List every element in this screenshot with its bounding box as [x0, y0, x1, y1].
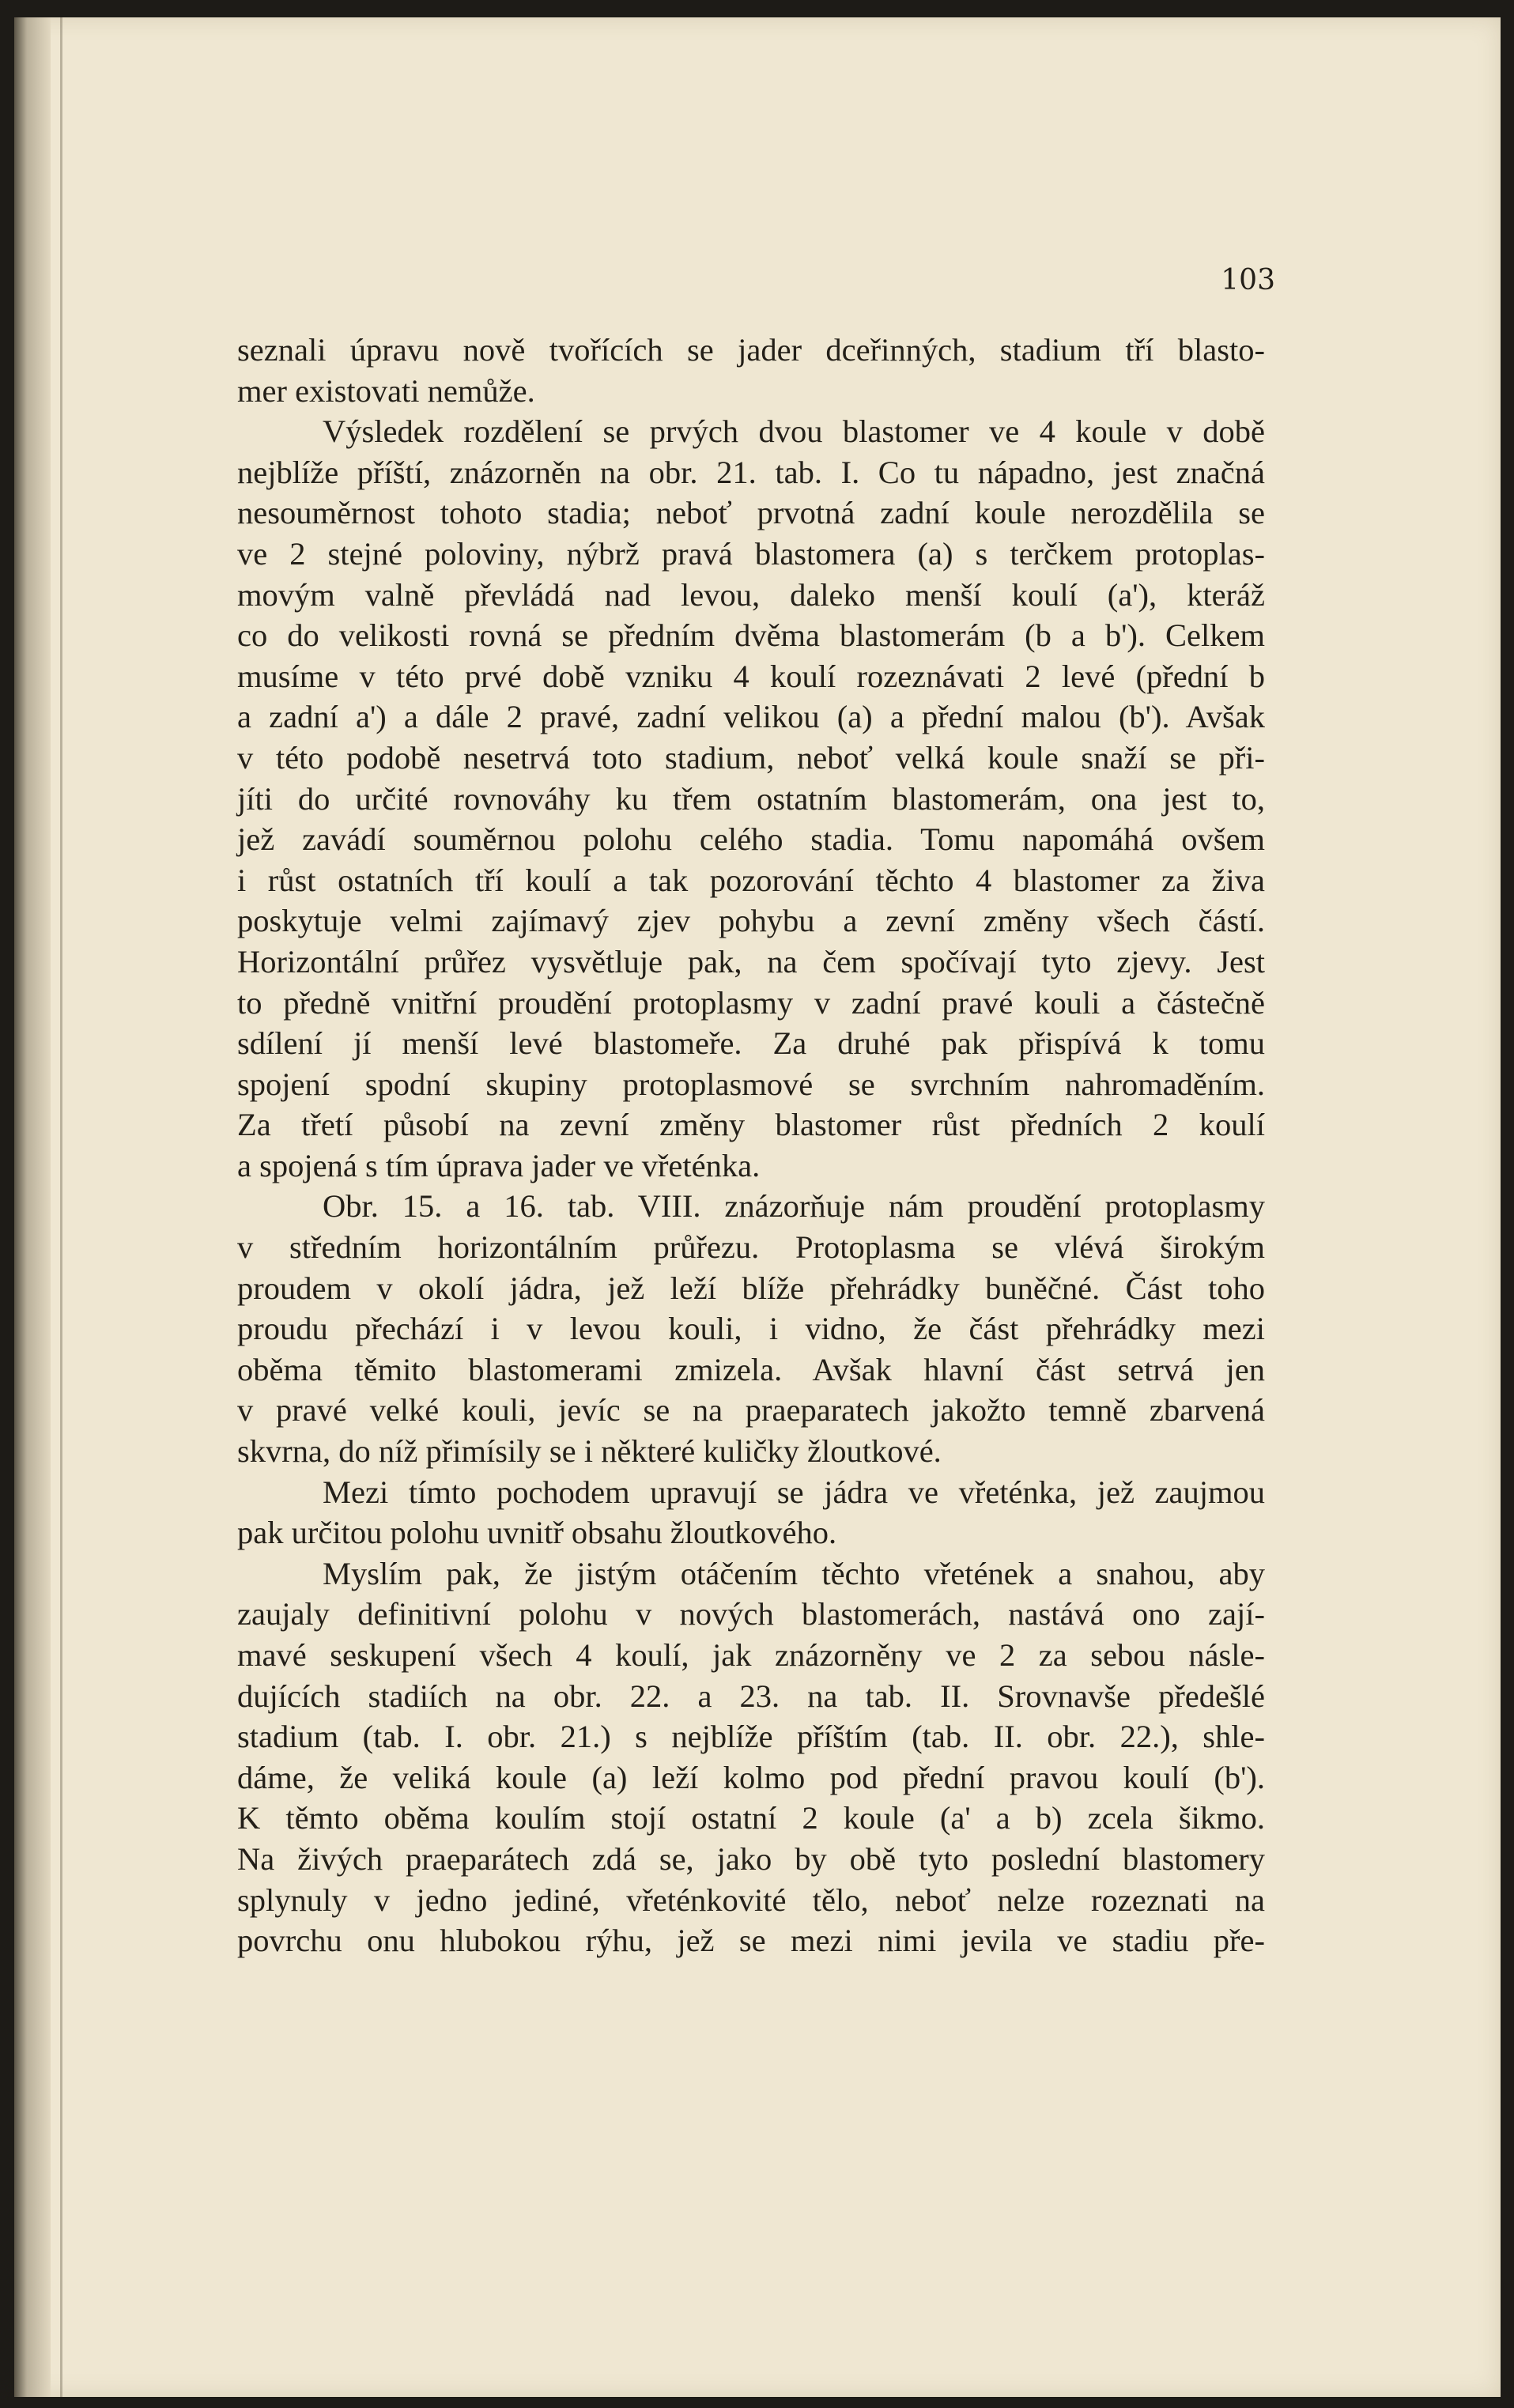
text-line: a spojená s tím úprava jader ve vřeténka.: [237, 1147, 761, 1183]
page-number: 103: [1221, 264, 1275, 296]
text-line: nejblíže příští, znázorněn na obr. 21. tab. I. Co tu nápadno, jest značná: [237, 454, 1265, 490]
text-line: Na živých praeparátech zdá se, jako by obě tyto poslední blastomery: [237, 1840, 1265, 1877]
text-line: mavé seskupení všech 4 koulí, jak znázorněny ve 2 za sebou násle-: [237, 1637, 1265, 1673]
text-line: seznali úpravu nově tvořících se jader dceřinných, stadium tří blasto-: [237, 332, 1265, 368]
text-line: Mezi tímto pochodem upravují se jádra ve vřeténka, jež zaujmou: [323, 1474, 1265, 1510]
text-line: movým valně převládá nad levou, daleko menší koulí (a'), kteráž: [237, 576, 1265, 613]
text-line: pak určitou polohu uvnitř obsahu žloutkového.: [237, 1515, 837, 1551]
text-line: proudu přechází i v levou kouli, i vidno, že část přehrádky mezi: [237, 1311, 1265, 1347]
text-line: spojení spodní skupiny protoplasmové se svrchním nahromaděním.: [237, 1066, 1265, 1102]
text-line: oběma těmito blastomerami zmizela. Avšak hlavní část setrvá jen: [237, 1351, 1265, 1387]
text-line: zaujaly definitivní polohu v nových blastomerách, nastává ono zají-: [237, 1596, 1265, 1632]
book-page: [14, 17, 1501, 2397]
text-line: splynuly v jedno jediné, vřeténkovité tělo, neboť nelze rozeznati na: [237, 1881, 1265, 1918]
text-line: ve 2 stejné poloviny, nýbrž pravá blastomera (a) s terčkem protoplas-: [237, 535, 1265, 572]
text-line: dáme, že veliká koule (a) leží kolmo pod přední pravou koulí (b').: [237, 1759, 1265, 1795]
text-line: nesouměrnost tohoto stadia; neboť prvotná zadní koule nerozdělila se: [237, 495, 1265, 531]
text-line: skvrna, do níž přimísily se i některé kuličky žloutkové.: [237, 1433, 942, 1470]
text-line: musíme v této prvé době vzniku 4 koulí rozeznávati 2 levé (přední b: [237, 658, 1265, 694]
text-line: stadium (tab. I. obr. 21.) s nejblíže příštím (tab. II. obr. 22.), shle-: [237, 1719, 1265, 1755]
text-line: v této podobě nesetrvá toto stadium, neboť velká koule snaží se při-: [237, 739, 1265, 776]
text-line: a zadní a') a dále 2 pravé, zadní velikou (a) a přední malou (b'). Avšak: [237, 699, 1265, 735]
text-line: poskytuje velmi zajímavý zjev pohybu a zevní změny všech částí.: [237, 903, 1265, 939]
text-line: co do velikosti rovná se předním dvěma blastomerám (b a b'). Celkem: [237, 617, 1265, 654]
text-line: jíti do určité rovnováhy ku třem ostatním blastomerám, ona jest to,: [237, 780, 1265, 817]
text-line: Horizontální průřez vysvětluje pak, na čem spočívají tyto zjevy. Jest: [237, 943, 1265, 979]
text-line: K těmto oběma koulím stojí ostatní 2 koule (a' a b) zcela šikmo.: [237, 1800, 1265, 1836]
text-line: Obr. 15. a 16. tab. VIII. znázorňuje nám proudění protoplasmy: [323, 1188, 1265, 1225]
body-text: [237, 330, 1265, 1961]
text-line: povrchu onu hlubokou rýhu, jež se mezi nimi jevila ve stadiu pře-: [237, 1923, 1265, 1959]
page-gutter: [14, 17, 51, 2397]
text-line: v středním horizontálním průřezu. Protoplasma se vlévá širokým: [237, 1229, 1265, 1266]
text-line: jež zavádí souměrnou polohu celého stadia. Tomu napomáhá ovšem: [237, 821, 1265, 858]
text-line: v pravé velké kouli, jevíc se na praeparatech jakožto temně zbarvená: [237, 1392, 1265, 1429]
text-line: i růst ostatních tří koulí a tak pozorování těchto 4 blastomer za živa: [237, 862, 1265, 898]
gutter-line: [60, 17, 62, 2397]
text-line: proudem v okolí jádra, jež leží blíže přehrádky buněčné. Část toho: [237, 1270, 1265, 1306]
text-line: dujících stadiích na obr. 22. a 23. na tab. II. Srovnavše předešlé: [237, 1678, 1265, 1714]
text-line: Myslím pak, že jistým otáčením těchto vřetének a snahou, aby: [323, 1555, 1265, 1591]
text-line: mer existovati nemůže.: [237, 372, 535, 409]
text-line: Výsledek rozdělení se prvých dvou blastomer ve 4 koule v době: [323, 413, 1265, 450]
text-line: Za třetí působí na zevní změny blastomer růst předních 2 koulí: [237, 1107, 1265, 1143]
text-line: sdílení jí menší levé blastomeře. Za druhé pak přispívá k tomu: [237, 1025, 1265, 1062]
text-line: to předně vnitřní proudění protoplasmy v zadní pravé kouli a částečně: [237, 984, 1265, 1021]
